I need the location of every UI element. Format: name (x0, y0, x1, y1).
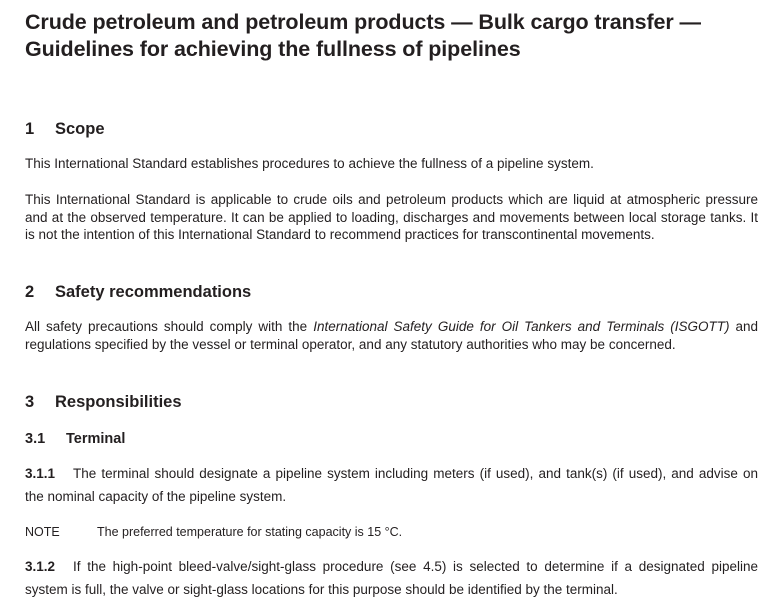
safety-paragraph (25, 318, 758, 353)
section-title: Safety recommendations (55, 283, 252, 301)
section-title: Scope (55, 120, 105, 138)
clause-number: 3.1.1 (25, 466, 56, 481)
subsection-title: Terminal (66, 431, 126, 447)
safety-text-start: All safety precautions should comply with the (25, 319, 314, 334)
section-heading-responsibilities (25, 392, 758, 412)
clause-3-1-2 (25, 555, 758, 601)
scope-paragraph-1: This International Standard establishes procedures to achieve the fullness of a pipeline system. (25, 156, 594, 171)
section-heading-safety (25, 282, 758, 302)
isgott-reference: International Safety Guide for Oil Tankers and Terminals (ISGOTT) (313, 319, 730, 334)
clause-text: The terminal should designate a pipeline system including meters (if used), and tank(s) (if used), and advise on the nominal capacity of the pipeline system. (25, 466, 758, 504)
subsection-number: 3.1 (25, 431, 46, 447)
section-number: 3 (25, 393, 35, 411)
section-title: Responsibilities (55, 393, 182, 411)
safety-text-end: and regulations specified by the vessel or terminal operator, and any statutory authorities who may be concerned. (25, 319, 759, 352)
clause-3-1-1 (25, 462, 758, 508)
note (25, 524, 758, 540)
clause-number: 3.1.2 (25, 559, 56, 574)
document-title: Crude petroleum and petroleum products — Bulk cargo transfer — Guidelines for achieving the fullness of pipelines (25, 10, 701, 61)
scope-paragraph-2: This International Standard is applicable to crude oils and petroleum products which are liquid at atmospheric pressure and at the observed temperature. It can be applied to loading, discharges and movements between local storage tanks. It is not the intention of this International Standard to recommend practices for transcontinental movements. (25, 192, 758, 242)
clause-text: If the high-point bleed-valve/sight-glass procedure (see 4.5) is selected to determine if a designated pipeline system is full, the valve or sight-glass locations for this purpose should be identified by the terminal. (25, 559, 758, 597)
subsection-heading-terminal (25, 430, 758, 448)
section-heading-scope (25, 119, 758, 139)
section-number: 2 (25, 283, 35, 301)
section-number: 1 (25, 120, 35, 138)
note-text: The preferred temperature for stating capacity is 15 °C. (97, 525, 403, 539)
note-label: NOTE (25, 525, 60, 539)
